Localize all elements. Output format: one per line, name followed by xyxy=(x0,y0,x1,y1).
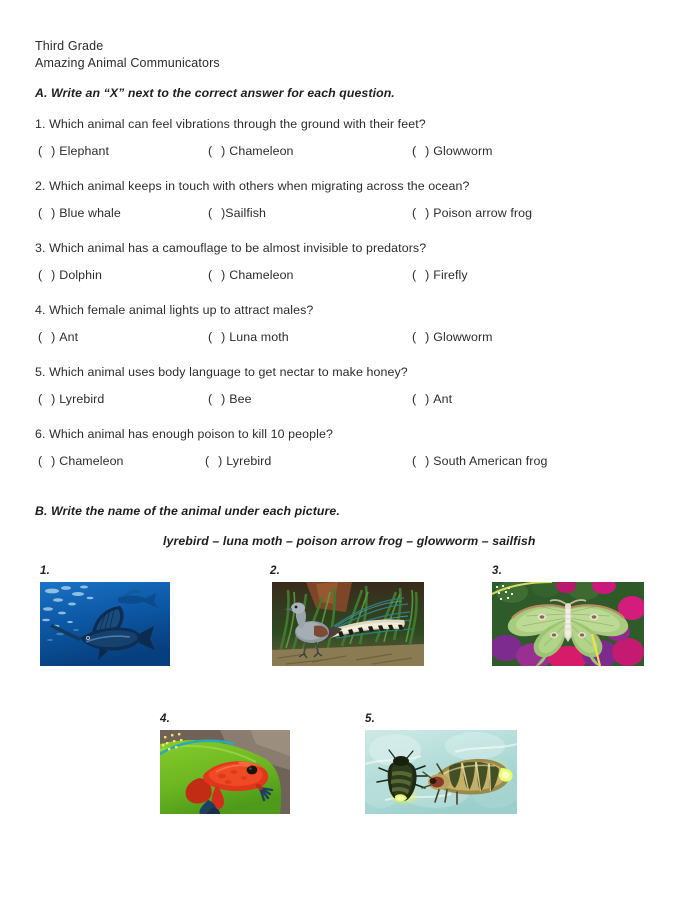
question-2-option-2[interactable]: ( )Sailfish xyxy=(208,206,267,220)
question-6 xyxy=(35,427,675,474)
option-label: Ant xyxy=(433,392,453,406)
question-6-option-2[interactable]: ( ) Lyrebird xyxy=(205,454,272,468)
question-6-option-1[interactable]: ( ) Chameleon xyxy=(38,454,124,468)
question-4-options xyxy=(35,330,675,350)
question-3-text: 3. Which animal has a camouflage to be almost invisible to predators? xyxy=(35,241,427,255)
question-3 xyxy=(35,241,675,288)
question-3-options xyxy=(35,268,675,288)
question-5 xyxy=(35,365,675,412)
question-2-text: 2. Which animal keeps in touch with others when migrating across the ocean? xyxy=(35,179,470,193)
word-bank: lyrebird – luna moth – poison arrow frog – glowworm – sailfish xyxy=(163,534,536,548)
option-label: Luna moth xyxy=(229,330,289,344)
option-label: Bee xyxy=(229,392,252,406)
question-3-option-3[interactable]: ( ) Firefly xyxy=(412,268,468,282)
question-1-option-3[interactable]: ( ) Glowworm xyxy=(412,144,493,158)
poison-arrow-frog-photo xyxy=(160,730,290,814)
option-label: Sailfish xyxy=(225,206,267,220)
question-4 xyxy=(35,303,675,350)
question-1-option-2[interactable]: ( ) Chameleon xyxy=(208,144,294,158)
option-label: Poison arrow frog xyxy=(433,206,533,220)
question-1-option-1[interactable]: ( ) Elephant xyxy=(38,144,109,158)
question-6-options xyxy=(35,454,675,474)
option-label: South American frog xyxy=(433,454,548,468)
question-4-option-1[interactable]: ( ) Ant xyxy=(38,330,79,344)
option-label: Chameleon xyxy=(229,268,294,282)
question-3-option-2[interactable]: ( ) Chameleon xyxy=(208,268,294,282)
question-1 xyxy=(35,117,675,164)
question-5-options xyxy=(35,392,675,412)
section-b-heading: B. Write the name of the animal under each picture. xyxy=(35,504,340,518)
question-4-option-2[interactable]: ( ) Luna moth xyxy=(208,330,289,344)
option-label: Lyrebird xyxy=(226,454,272,468)
question-2-option-1[interactable]: ( ) Blue whale xyxy=(38,206,121,220)
picture-1-number: 1. xyxy=(40,565,50,577)
lyrebird-photo xyxy=(272,582,424,666)
question-5-option-1[interactable]: ( ) Lyrebird xyxy=(38,392,105,406)
sailfish-photo xyxy=(40,582,170,666)
question-3-option-1[interactable]: ( ) Dolphin xyxy=(38,268,102,282)
question-2 xyxy=(35,179,675,226)
question-4-option-3[interactable]: ( ) Glowworm xyxy=(412,330,493,344)
question-6-option-3[interactable]: ( ) South American frog xyxy=(412,454,548,468)
question-1-text: 1. Which animal can feel vibrations through the ground with their feet? xyxy=(35,117,426,131)
grade-label: Third Grade xyxy=(35,39,104,53)
option-label: Dolphin xyxy=(59,268,102,282)
worksheet-title: Amazing Animal Communicators xyxy=(35,56,220,70)
question-5-text: 5. Which animal uses body language to get nectar to make honey? xyxy=(35,365,408,379)
question-5-option-2[interactable]: ( ) Bee xyxy=(208,392,252,406)
worksheet-header xyxy=(35,38,220,72)
option-label: Firefly xyxy=(433,268,468,282)
luna-moth-photo xyxy=(492,582,644,666)
option-label: Blue whale xyxy=(59,206,121,220)
question-2-options xyxy=(35,206,675,226)
question-5-option-3[interactable]: ( ) Ant xyxy=(412,392,453,406)
question-2-option-3[interactable]: ( ) Poison arrow frog xyxy=(412,206,533,220)
picture-2-number: 2. xyxy=(270,565,280,577)
option-label: Glowworm xyxy=(433,144,493,158)
section-a-heading: A. Write an “X” next to the correct answer for each question. xyxy=(35,86,395,100)
glowworm-photo xyxy=(365,730,517,814)
option-label: Glowworm xyxy=(433,330,493,344)
picture-5-number: 5. xyxy=(365,713,375,725)
picture-3-number: 3. xyxy=(492,565,502,577)
picture-4-number: 4. xyxy=(160,713,170,725)
option-label: Elephant xyxy=(59,144,109,158)
question-6-text: 6. Which animal has enough poison to kill 10 people? xyxy=(35,427,333,441)
question-1-options xyxy=(35,144,675,164)
option-label: Chameleon xyxy=(59,454,124,468)
question-4-text: 4. Which female animal lights up to attract males? xyxy=(35,303,314,317)
option-label: Ant xyxy=(59,330,79,344)
option-label: Chameleon xyxy=(229,144,294,158)
option-label: Lyrebird xyxy=(59,392,105,406)
